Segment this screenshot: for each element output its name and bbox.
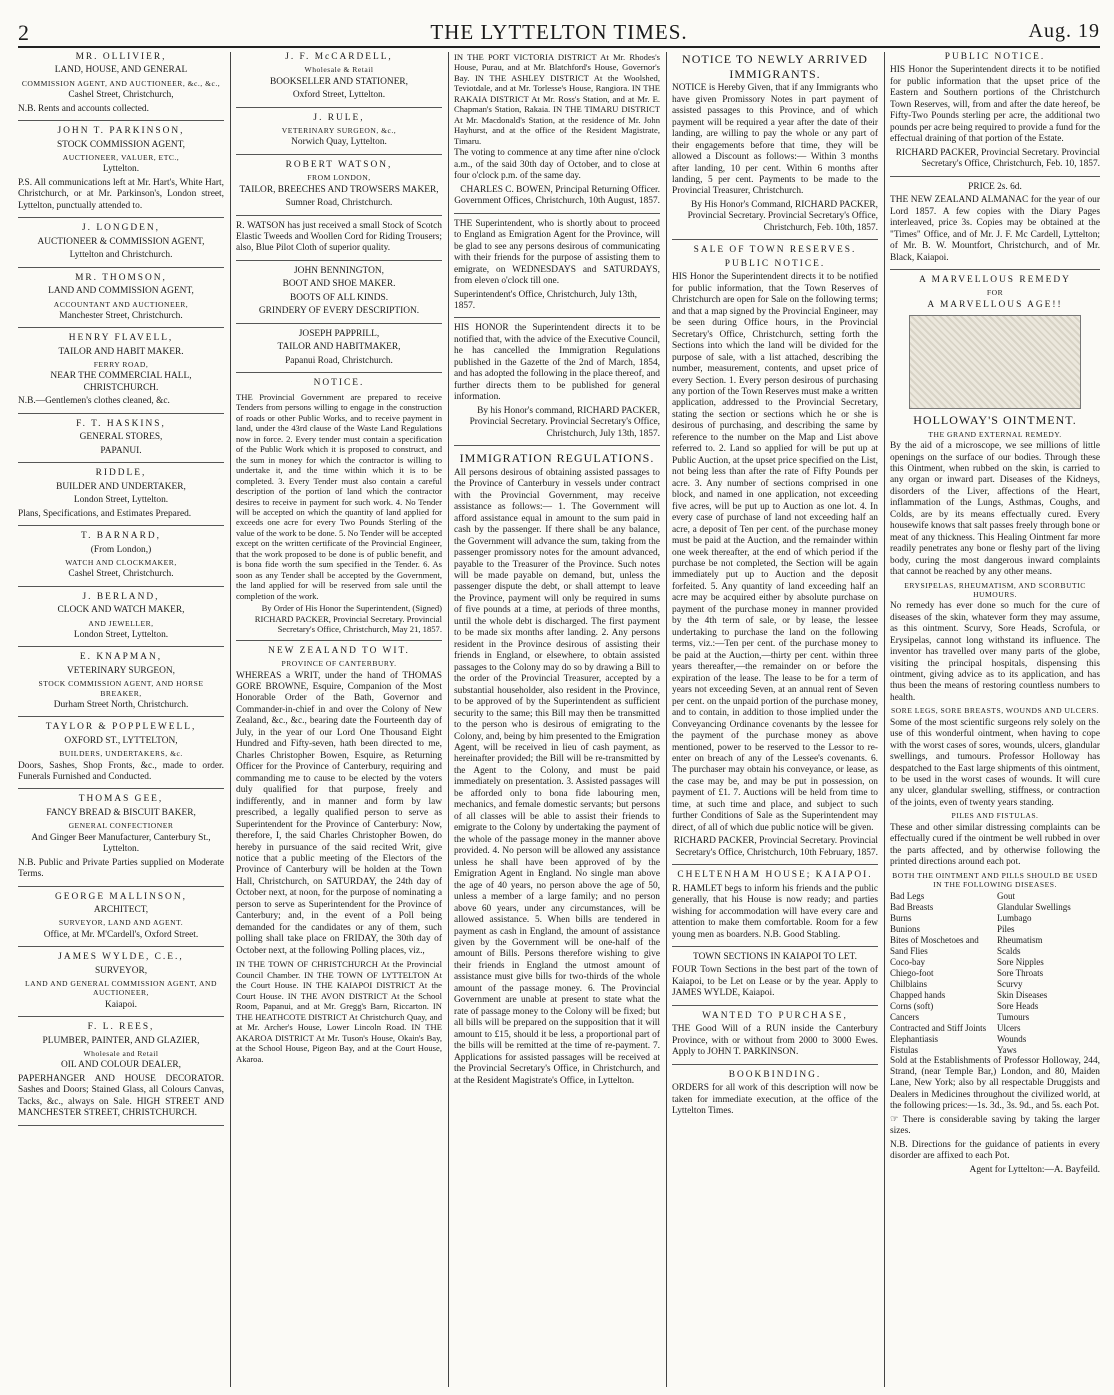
ad-role: BUILDER AND UNDERTAKER, — [56, 481, 186, 492]
ad-addr: PAPANUI. — [100, 445, 142, 456]
honor-sign: By his Honor's command, RICHARD PACKER, Provincial Secretary. Provincial Secretary's Office, Christchurch, July 13th, 1857. — [469, 405, 660, 439]
disease-item: Chiego-foot — [890, 967, 934, 978]
ad-addr: London Street, Lyttelton. — [73, 495, 169, 506]
ad-addr: Lyttelton. — [102, 164, 140, 175]
cheltenham-title: CHELTENHAM HOUSE; KAIAPOI. — [677, 870, 873, 881]
almanac-body: THE NEW ZEALAND ALMANAC for the year of our Lord 1857. A few copies with the Diary Pages interleaved, price 3s. Copies may be obtained at the "Times" Office, and of Mr. J. F. Mc Cardell, Lyttelton; of Mr. B. W. Mountfort, Christchurch, and of Mr. Black, Kaiapoi. — [890, 195, 1100, 263]
newspaper-title: THE LYTTELTON TIMES. — [430, 20, 688, 44]
ad-role: LAND AND COMMISSION AGENT, — [48, 286, 194, 297]
ad-name: F. T. HASKINS, — [76, 418, 166, 429]
ad-name: GEORGE MALLINSON, — [55, 891, 187, 902]
ad-name: J. RULE, — [313, 112, 365, 123]
ad-note: Doors, Sashes, Shop Fronts, &c., made to order. Funerals Furnished and Conducted. — [18, 760, 224, 782]
disease-item: Wounds — [997, 1033, 1027, 1044]
ad-l2: BOOKSELLER AND STATIONER, — [269, 76, 409, 87]
town-reserves-subtitle: PUBLIC NOTICE. — [724, 258, 826, 269]
disease-item: Skin Diseases — [997, 989, 1048, 1000]
sore-legs-title: SORE LEGS, SORE BREASTS, WOUNDS AND ULCERS. — [890, 706, 1100, 716]
ad-role: GENERAL STORES, — [79, 432, 163, 443]
holloway-subtitle: THE GRAND EXTERNAL REMEDY. — [928, 429, 1062, 439]
ad-sub: STOCK COMMISSION AGENT, AND HORSE BREAKER, — [38, 679, 204, 698]
disease-item: Fistulas — [890, 1044, 919, 1055]
disease-item: Chapped hands — [890, 989, 946, 1000]
disease-item: Yaws — [997, 1044, 1017, 1055]
piles-body: These and other similar distressing complaints can be effectually cured if the ointment be well rubbed in over the parts affected, and by otherwise following the printed directions around each pot. — [890, 822, 1100, 868]
ad-name: J. BERLAND, — [82, 591, 160, 602]
superintendent-sign: Superintendent's Office, Christchurch, July 13th, 1857. — [454, 289, 637, 311]
sold-at: Sold at the Establishments of Professor Holloway, 244, Strand, (near Temple Bar,) London, and 80, Maiden Lane, New York; also by all respectable Druggists and Dealers in Medicines throughout the civilized world, at the following prices:—1s. 3d., 3s. 9d., and 5s. each Pot. — [890, 1055, 1100, 1112]
column-rule — [884, 52, 885, 1387]
bookbinding-body: ORDERS for all work of this description will now be taken for immediate execution, at the office of the Lyttelton Times. — [672, 1083, 878, 1117]
ad-name: F. L. REES, — [87, 1022, 155, 1033]
ad-role: SURVEYOR, — [94, 965, 148, 976]
pappril-trade: TAILOR AND HABITMAKER, — [277, 342, 401, 353]
ad-note: N.B.—Gentlemen's clothes cleaned, &c. — [18, 396, 170, 407]
column-5 — [890, 52, 1100, 1387]
public-notice-title: PUBLIC NOTICE. — [944, 52, 1046, 62]
tender-notice-sign: By Order of His Honor the Superintendent, (Signed) RICHARD PACKER, Provincial Secretary. Provincial Secretary's Office, Christchurch, May 21, 1857. — [254, 603, 442, 635]
column-2 — [236, 52, 442, 1387]
disease-item: Bad Breasts — [890, 901, 934, 912]
column-3 — [454, 52, 660, 1387]
ad-addr: Office, at Mr. M'Cardell's, Oxford Street. — [43, 929, 199, 940]
disease-item: Elephantiasis — [890, 1033, 938, 1044]
ad-sub: Wholesale and Retail — [83, 1049, 159, 1059]
ad-name: TAYLOR & POPPLEWELL, — [45, 722, 197, 733]
immigration-body: All persons desirous of obtaining assisted passages to the Province of Canterbury in vessels under contract with the Provincial Government, may receive assistance as follows:— 1. The Government will afford assistance equal in amount to the sum paid in cash by the passenger. If there shall be any balance, the Government will advance the sum, taking from the passenger promissory notes for the amount advanced, payable to the Treasurer of the Province. Such notes will be made payable on demand, but, unless the passenger dispute the debt, or shall attempt to leave the Province, payment will only be required in sums of five pounds at a time, at periods of three months, until the whole debt is discharged. The first payment to be made six months after landing. 2. Any persons resident in the Province desirous of assisting their friends in England, or elsewhere, to obtain assisted passages to the Colony may do so by drawing a Bill to the order of the Provincial Treasurer, accepted by a substantial householder, also resident in the Province, to be approved of by the Superintendent as sufficient security to the same; this Bill may then be transmitted to the person who is desirous of emigrating to the Colony, and, being by him presented to the Emigration Agent, will be received in lieu of cash payment, as hereinafter provided; the Bill will be re-transmitted by the Agent to the Colony, and must be paid immediately on presentation. 3. Assisted passages will be afforded only to bona fide labouring men, mechanics, and female domestic servants; but persons of all classes will be able to assist their friends to emigrate to the Colony by undertaking the payment of the whole of the passage money in the manner above provided. 4. No person will be allowed any assistance unless he shall have been approved of by the Emigration Agent in England. No single man above the age of 40 years, no person above the age of 50, unless a member of a large family; and no person above 60 years, under any circumstances, will be allowed assistance. 5. When bills are tendered in payment as cash in England, the amount of assistance given by the Government will be one-half of the amount of Bills. Persons therefore wishing to give their friends in England the utmost amount of assistance must give bills for two-thirds of the whole amount of the passage money. 6. The Provincial Government are unable at present to state what the rate of passage money to the Colony will be fixed; but all bills will be prepared on the supposition that it will amount to £15, should it be less, a proportional part of the bills will be remitted at the time of re-payment. 7. Applications for assisted passages will be received at the Provincial Secretary's Office, in Christchurch, and at the Resident Magistrate's Office, in Lyttelton. — [454, 467, 660, 1086]
returning-officer-sign: CHARLES C. BOWEN, Principal Returning Officer. Government Offices, Christchurch, 10th August, 1857. — [454, 184, 660, 207]
disease-item: Piles — [997, 923, 1015, 934]
poll-times: The voting to commence at any time after nine o'clock a.m., of the said 30th day of October, and to close at four o'clock p.m. of the same day. — [454, 148, 660, 182]
bookbinding-title: BOOKBINDING. — [728, 1069, 822, 1080]
bennington-name: JOHN BENNINGTON, — [294, 265, 384, 276]
remedy-title: A MARVELLOUS REMEDY — [919, 274, 1071, 285]
directions-note: N.B. Directions for the guidance of patients in every disorder are affixed to each Pot. — [890, 1139, 1100, 1162]
ad-l1: Wholesale & Retail — [304, 65, 374, 75]
column-1 — [18, 52, 224, 1387]
ad-role: CLOCK AND WATCH MAKER, — [57, 605, 185, 616]
ad-addr: OIL AND COLOUR DEALER, — [61, 1060, 181, 1071]
ad-note: N.B. Rents and accounts collected. — [18, 103, 149, 114]
ad-role: VETERINARY SURGEON, — [67, 665, 175, 676]
ad-note: N.B. Public and Private Parties supplied on Moderate Terms. — [18, 857, 224, 880]
ad-sub: FERRY ROAD, — [93, 360, 149, 370]
kaiapoi-sections-body: FOUR Town Sections in the best part of the town of Kaiapoi, to be Let on Lease or by the year. Apply to JAMES WYLDE, Kaiapoi. — [672, 965, 878, 999]
holloway-title: HOLLOWAY'S OINTMENT. — [913, 413, 1077, 428]
ad-sub: GENERAL CONFECTIONER — [68, 821, 174, 831]
writ-title: NEW ZEALAND TO WIT. — [268, 645, 410, 656]
ad-addr: London Street, Lyttelton. — [73, 629, 169, 640]
ad-sub: SURVEYOR, LAND AND AGENT. — [58, 918, 184, 928]
disease-item: Bites of Moschetoes and Sand Flies — [890, 934, 979, 956]
newly-arrived-title: NOTICE TO NEWLY ARRIVED IMMIGRANTS. — [682, 52, 868, 81]
ad-name: T. BARNARD, — [81, 531, 161, 542]
both-title: BOTH THE OINTMENT AND PILLS SHOULD BE USED IN THE FOLLOWING DISEASES. — [892, 870, 1098, 889]
ad-addr: Manchester Street, Christchurch. — [59, 310, 183, 321]
ad-sub: AND JEWELLER, — [88, 618, 154, 628]
ad-name: HENRY FLAVELL, — [68, 333, 174, 344]
masthead — [18, 20, 1100, 48]
bennington-trade: BOOT AND SHOE MAKER. — [282, 279, 396, 290]
ad-name: RIDDLE, — [95, 468, 147, 479]
public-notice-sign: RICHARD PACKER, Provincial Secretary. Provincial Secretary's Office, Christchurch, Feb. 10, 1857. — [895, 147, 1100, 170]
ad-sub: COMMISSION AGENT, AND AUCTIONEER, &c., &c., — [21, 78, 221, 88]
ad-sub: BUILDERS, UNDERTAKERS, &c. — [59, 749, 183, 759]
ad-role: STOCK COMMISSION AGENT, — [56, 139, 186, 150]
holloway-body: By the aid of a microscope, we see millions of little openings on the surface of our bodies. Through these this Ointment, when rubbed on the skin, is carried to any organ or inward part. Diseases of the Kidneys, disorders of the Liver, affections of the Heart, inflammation of the Lungs, Asthmas, Coughs, and Colds, are by its means effectually cured. Every housewife knows that salt passes freely through bone or meat of any thickness. This Healing Ointment far more readily penetrates any bone or fleshy part of the living body, curing the most dangerous inward complaints that cannot be reached by any other means. — [890, 441, 1100, 578]
disease-item: Sore Heads — [997, 1000, 1039, 1011]
disease-item: Gout — [997, 891, 1015, 901]
disease-item: Contracted and Stiff Joints — [890, 1022, 987, 1033]
ad-name: J. LONGDEN, — [82, 223, 160, 234]
ad-note: Plans, Specifications, and Estimates Prepared. — [18, 508, 192, 519]
disease-item: Sore Nipples — [997, 956, 1044, 967]
ad-l3: Norwich Quay, Lyttelton. — [291, 137, 387, 148]
almanac-price: PRICE 2s. 6d. — [968, 181, 1022, 192]
ad-role: (From London,) — [90, 544, 152, 555]
piles-title: PILES AND FISTULAS. — [951, 811, 1039, 821]
honor-notice: HIS HONOR the Superintendent directs it to be notified that, with the advice of the Executive Council, he has cancelled the Immigration Regulations published in the Gazette of the 2nd of March, 1854, and has adopted the following in the place thereof, and further directs them to be published for general information. — [454, 323, 660, 403]
page-number: 2 — [18, 20, 29, 45]
ad-addr: And Ginger Beer Manufacturer, Canterbury St., Lyttelton. — [31, 832, 211, 855]
newly-arrived-body: NOTICE is Hereby Given, that if any Immigrants who have given Promissory Notes in part payment of assisted passages to this Province, and of which payment will be required a year after the date of their landing, are willing to pay the whole or any part of their engagements before that time, they will be allowed a Discount as follows:— Within 3 months after landing, 10 per cent. Within 6 months after landing, 5 per cent. Payments to be made to the Provincial Treasurer, Christchurch. — [672, 83, 878, 197]
ad-addr: Kaiapoi. — [104, 999, 138, 1010]
ad-l2: TAILOR, BREECHES AND TROWSERS MAKER, — [239, 184, 439, 195]
disease-item: Cancers — [890, 1011, 919, 1022]
bennington-line: BOOTS OF ALL KINDS. — [289, 292, 389, 303]
ad-addr: NEAR THE COMMERCIAL HALL, CHRISTCHURCH. — [50, 371, 192, 393]
town-reserves-sign: RICHARD PACKER, Provincial Secretary. Provincial Secretary's Office, Christchurch, 10th February, 1857. — [673, 836, 878, 858]
ad-addr: Cashel Street, Christchurch. — [68, 569, 174, 580]
newly-arrived-sign: By His Honor's Command, RICHARD PACKER, Provincial Secretary. Provincial Secretary's Office, Christchurch, Feb. 10th, 1857. — [687, 199, 878, 233]
saving-note: ☞ There is considerable saving by taking the larger sizes. — [890, 1114, 1100, 1137]
ad-note: PAPERHANGER AND HOUSE DECORATOR. Sashes and Doors; Stained Glass, all Colours Canvas, Tacks, &c., always on Sale. HIGH STREET AND MANCHESTER STREET, CHRISTCHURCH. — [18, 1073, 224, 1119]
bennington-line: GRINDERY OF EVERY DESCRIPTION. — [258, 306, 420, 317]
column-rule — [230, 52, 231, 1387]
watson-stock-notice: R. WATSON has just received a small Stock of Scotch Elastic Tweeds and Woollen Cord for Riding Trousers; also, Blue Pilot Cloth of superior quality. — [236, 220, 442, 254]
ad-name: THOMAS GEE, — [78, 794, 164, 805]
disease-item: Scalds — [997, 945, 1021, 956]
ad-name: MR. OLLIVIER, — [75, 52, 167, 62]
erysipelas-body: No remedy has ever done so much for the cure of diseases of the skin, whatever form they may assume, as this ointment. Scurvy, Sore Heads, Scrofula, or Erysipelas, cannot long withstand its influence. The inventor has travelled over many parts of the globe, visiting the principal hospitals, dispensing this ointment, giving advice as to its application, and has thus been the means of restoring countless numbers to health. — [890, 601, 1100, 703]
pappril-name: JOSEPH PAPPRILL, — [298, 328, 380, 339]
ad-name: MR. THOMSON, — [75, 272, 167, 283]
cheltenham-body: R. HAMLET begs to inform his friends and the public generally, that his House is now ready; and parties wishing for accommodation will have every care and attention to make them comfortable. Room for a few young men as boarders. N.B. Good Stabling. — [672, 883, 878, 940]
ad-addr: Cashel Street, Christchurch, — [68, 90, 174, 101]
column-rule — [666, 52, 667, 1387]
erysipelas-title: ERYSIPELAS, RHEUMATISM, AND SCORBUTIC HUMOURS. — [904, 580, 1086, 599]
ad-name: E. KNAPMAN, — [79, 652, 163, 663]
poll-places-continued: IN THE PORT VICTORIA DISTRICT At Mr. Rhodes's House, Purau, and at Mr. Blatchford's House, Governor's Bay. IN THE ASHLEY DISTRICT At the Woolshed, Teviotdale, and at Mr. Torlesse's House, Rangiora. IN THE RAKAIA DISTRICT At Mr. Ross's Station, and at Mr. E. Chapman's Station, Rakaia. IN THE TIMARU DISTRICT At Mr. Macdonald's Station, at the residence of Mr. John Hayhurst, and at the office of the Resident Magistrate, Timaru. — [454, 52, 660, 146]
ad-role: OXFORD ST., LYTTELTON, — [64, 735, 178, 746]
ad-role: TAILOR AND HABIT MAKER. — [58, 346, 184, 357]
disease-item: Corns (soft) — [890, 1000, 934, 1011]
disease-list — [890, 891, 1100, 1056]
ad-role: AUCTIONEER & COMMISSION AGENT, — [37, 236, 205, 247]
tender-notice-body: THE Provincial Government are prepared to receive Tenders from persons willing to engage in the construction of roads or other Public Works, and to receive payment in land, under the 43rd clause of the Waste Land Regulations now in force. 2. Every tender must contain a specification of the Public Work which it is proposed to construct, and the sum in money for which the contractor is willing to undertake it, and the time within which it is to be completed. 3. Every Tender must also contain a careful description of the portion of land which the contractor desires to receive in payment for such work. 4. No Tender will be accepted on which the quantity of land applied for exceeds one acre for every Two Pounds Sterling of the value of the work to be done. 5. No Tender will be accepted except on the written certificate of the Provincial Engineer, that the work proposed to be done is of public benefit, and is bona fide worth the sum specified in the Tender. 6. As soon as any Tender shall be accepted by the Government, the land applied for will be reserved from sale until the completion of the work. — [236, 391, 442, 601]
ad-name: JOHN T. PARKINSON, — [57, 126, 185, 137]
immigration-title: IMMIGRATION REGULATIONS. — [459, 451, 655, 466]
engraving-image — [909, 315, 1081, 409]
ad-name: J. F. McCARDELL, — [285, 52, 393, 62]
ad-role: LAND, HOUSE, AND GENERAL — [54, 65, 188, 76]
ad-l1: FROM LONDON, — [307, 173, 371, 183]
remedy-for: FOR — [986, 288, 1004, 298]
disease-item: Bad Legs — [890, 891, 925, 901]
town-reserves-title: SALE OF TOWN RESERVES. — [693, 245, 857, 256]
disease-item: Tumours — [997, 1011, 1030, 1022]
public-notice-body: HIS Honor the Superintendent directs it to be notified for public information that the upset price of the Eastern and Southern portions of the Christchurch Town Reserves, will, from and after the date hereof, be Fifty-Two Pounds sterling per acre, the additional two pounds per acre being required to provide a fund for the effectual draining of that portion of the Estate. — [890, 65, 1100, 145]
ad-sub: WATCH AND CLOCKMAKER, — [65, 558, 177, 568]
ad-l1: VETERINARY SURGEON, &c., — [281, 126, 397, 136]
ad-role: PLUMBER, PAINTER, AND GLAZIER, — [42, 1035, 200, 1046]
disease-item: Rheumatism — [997, 934, 1043, 945]
ad-l3: Sumner Road, Christchurch. — [285, 198, 393, 209]
ad-role: ARCHITECT, — [93, 905, 149, 915]
page-columns — [18, 52, 1100, 1387]
poll-places: IN THE TOWN OF CHRISTCHURCH At the Provincial Council Chamber. IN THE TOWN OF LYTTELTON At the Court House. IN THE KAIAPOI DISTRICT At the Court House. IN THE AVON DISTRICT At the School Room, Papanui, and at Mr. Gregg's Barn, Riccarton. IN THE HEATHCOTE DISTRICT At Christchurch Quay, and at Mr. Archer's House, Lower Lincoln Road. IN THE AKAROA DISTRICT At Mr. Tuson's House, Okain's Bay, at the School House, Pigeon Bay, and at the Court House, Akaroa. — [236, 959, 442, 1064]
tender-notice-title: NOTICE. — [313, 378, 365, 389]
issue-date: Aug. 19 — [1028, 20, 1100, 42]
wanted-title: WANTED TO PURCHASE, — [702, 1010, 848, 1021]
writ-subtitle: PROVINCE OF CANTERBURY. — [281, 659, 397, 669]
wanted-body: THE Good Will of a RUN inside the Canterbury Province, with or without from 2000 to 3000 Ewes. Apply to JOHN T. PARKINSON. — [672, 1024, 878, 1058]
disease-item: Ulcers — [997, 1022, 1021, 1033]
disease-item: Lumbago — [997, 912, 1032, 923]
ad-sub: AUCTIONEER, VALUER, ETC., — [62, 153, 180, 163]
disease-item: Bunions — [890, 923, 921, 934]
ad-l3: Oxford Street, Lyttelton. — [292, 90, 386, 101]
ad-name: JAMES WYLDE, C.E., — [58, 952, 184, 963]
ad-sub: ACCOUNTANT AND AUCTIONEER, — [53, 299, 189, 309]
town-reserves-body: HIS Honor the Superintendent directs it to be notified for public information, that the Town Reserves of Christchurch are open for Sale on the following terms; and that a map signed by the Provincial Engineer, may be seen during Office hours, in the Provincial Secretary's Office, Christchurch, setting forth the Sections into which the land will be divided for the purpose of sale, with a list attached, describing the number, measurement, contents, and upset price of every Section. 1. Every person desirous of purchasing any portion of the Town Reserves must make a written application, addressed to the Provincial Secretary, stating the section or sections which he or she is desirous of purchasing, and describing the same by reference to the number on the Map and List above referred to. 2. Land so applied for will be put up at Public Auction, at the upset price specified on the List, not being less than after the rate of Fifty Pounds per acre. 3. Any number of sections comprised in one block, and named in one application, not exceeding five acres, will be put up to Auction as one lot. 4. In every case of purchase of land not exceeding half an acre, a deposit of Ten per cent. of the purchase money must be paid at the Auction, and the remainder within one week thereafter, at the end of which period if the purchase be not completed, the Section will be again immediately put up to Auction and the deposit forfeited. 5. Any quantity of land exceeding half an acre may be acquired either by absolute purchase on payment of the purchase money in manner provided by the 4th term of sale, or by lease, the lessee undertaking to purchase the land on the following terms, viz.:—Ten per cent. of the purchase money to be paid at the Auction,—thirty per cent. within three years thereafter,—the remainder on or before the expiration of the lease. The lease to be for a term of years not exceeding Seven, at an annual rent of Seven per cent. on the unpaid portion of the purchase money, and to contain, in addition to those implied under the Conveyancing Ordinance covenants by the lessee for the payment of the purchase money as above mentioned, power to be reserved to the Lessor to re-enter on breach of any of the Lessee's covenants. 6. The purchaser may obtain his conveyance, or lease, as the case may be, and may be put in possession, on payment of £1. 7. Auctions will be held from time to time, at such time and place, and subject to such further Conditions of Sale as the Superintendent may direct, of all of which due public notice will be given. — [672, 272, 878, 833]
disease-item: Sore Throats — [997, 967, 1044, 978]
writ-body: WHEREAS a WRIT, under the hand of THOMAS GORE BROWNE, Esquire, Companion of the Most Honorable Order of the Bath, Governor and Commander-in-chief in and over the Colony of New Zealand, &c., &c., bearing date the Fourteenth day of July, in the year of our Lord One Thousand Eight Hundred and Fifty-seven, hath been directed to me, Charles Christopher Bowen, Esquire, as Returning Officer for the Province of Canterbury, requiring and commanding me to cause to be elected by the voters duly qualified for that purpose, freely and indifferently, and in manner and form by law prescribed, a legally qualified person to serve as Superintendent for the Province of Canterbury: Now, therefore, I, the said Charles Christopher Bowen, do hereby in pursuance of the said recited Writ, give notice that a public meeting of the Electors of the Province of Canterbury will be holden at the Town Hall, Christchurch, on SATURDAY, the 24th day of October next, at noon, for the purpose of nominating a person to serve as Superintendent for the Province of Canterbury; and, in the event of a Poll being demanded for the candidates or any of them, such polling shall take place on FRIDAY, the 30th day of October next, at the following Polling places, viz., — [236, 670, 442, 956]
column-rule — [448, 52, 449, 1387]
ad-addr: Lyttelton and Christchurch. — [69, 250, 173, 261]
ad-role: FANCY BREAD & BISCUIT BAKER, — [46, 807, 196, 818]
ad-note: P.S. All communications left at Mr. Hart's, White Hart, Christchurch, or at Mr. Parkinson's, London street, Lyttelton, punctually attended to. — [18, 177, 224, 211]
ad-name: ROBERT WATSON, — [285, 159, 393, 170]
disease-item: Glandular Swellings — [997, 901, 1071, 912]
ad-addr: Durham Street North, Christchurch. — [53, 699, 189, 710]
agent-line: Agent for Lyttelton:—A. Bayfeild. — [969, 1164, 1100, 1175]
column-4 — [672, 52, 878, 1387]
superintendent-notice: THE Superintendent, who is shortly about to proceed to England as Emigration Agent for the Province, will be glad to see any persons desirous of communicating with their friends for the purpose of assisting them to emigrate, on WEDNESDAYS and SATURDAYS, from eleven o'clock till one. — [454, 218, 660, 287]
sore-legs-body: Some of the most scientific surgeons rely solely on the use of this wonderful ointment, when having to cope with the worst cases of sores, wounds, ulcers, glandular swellings, and tumours. Professor Holloway has despatched to the East large shipments of this ointment, to be used in the worst cases of wounds. It will cure any ulcer, glandular swelling, stiffness, or contraction of the joints, even of twenty years standing. — [890, 717, 1100, 808]
disease-item: Scurvy — [997, 978, 1023, 989]
disease-item: Burns — [890, 912, 912, 923]
remedy-age: A MARVELLOUS AGE!! — [927, 299, 1063, 310]
disease-item: Chilblains — [890, 978, 928, 989]
ad-sub: LAND AND GENERAL COMMISSION AGENT, AND AUCTIONEER, — [25, 979, 217, 998]
pappril-addr: Papanui Road, Christchurch. — [285, 355, 393, 366]
disease-item: Coco-bay — [890, 956, 925, 967]
kaiapoi-sections-title: TOWN SECTIONS IN KAIAPOI TO LET. — [693, 952, 857, 962]
